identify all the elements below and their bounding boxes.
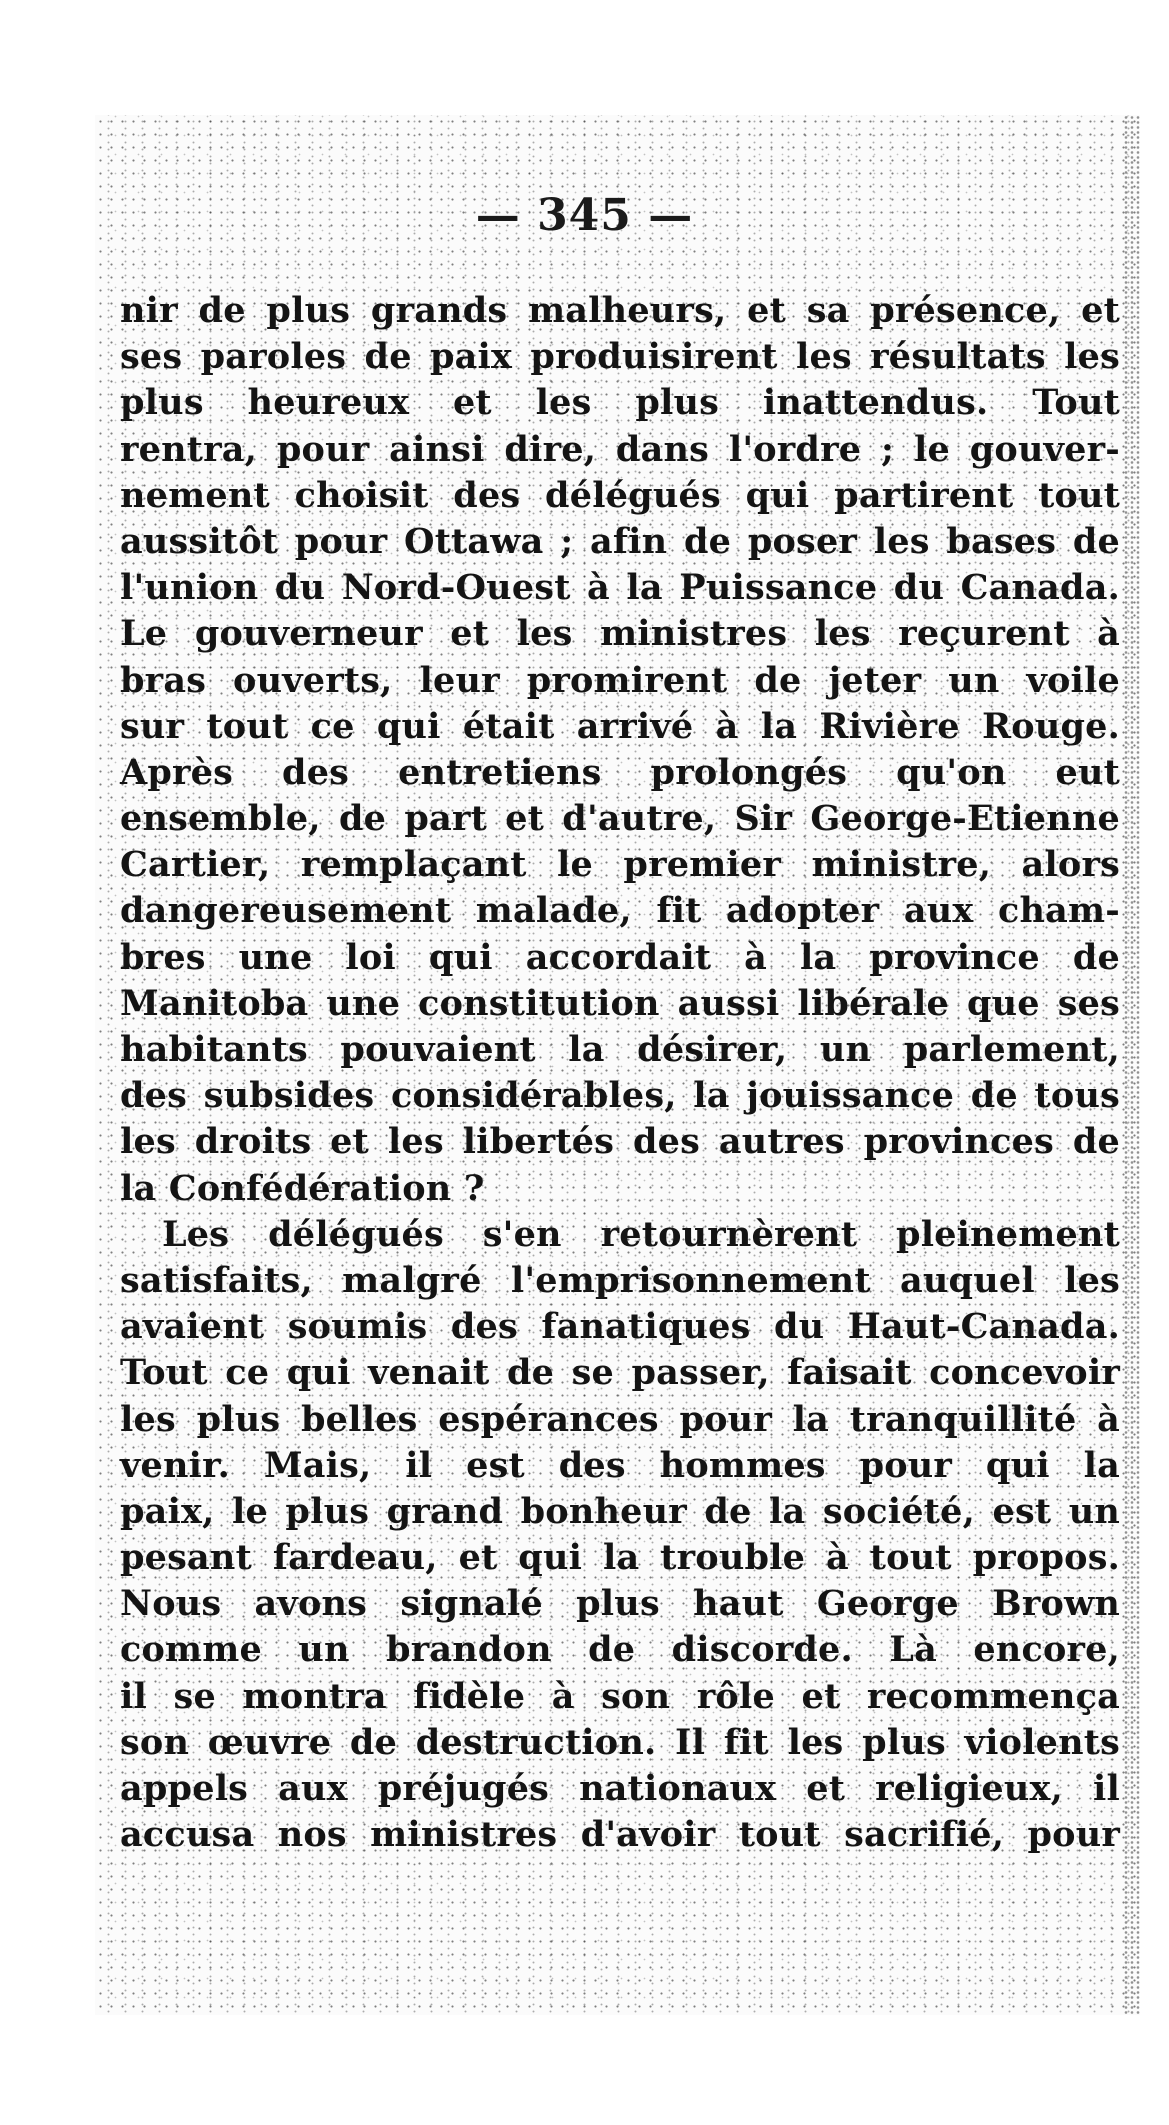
text-line: dangereusement malade, fit adopter aux cham-	[120, 890, 1120, 932]
text-line: les droits et les libertés des autres provinces de	[120, 1121, 1120, 1163]
text-line: Le gouverneur et les ministres les reçurent à	[120, 613, 1120, 655]
text-line: habitants pouvaient la désirer, un parlement,	[120, 1029, 1120, 1070]
page-number: — 345 —	[475, 190, 694, 241]
text-line: avaient soumis des fanatiques du Haut-Canada.	[120, 1306, 1120, 1348]
body-text	[120, 288, 1120, 1858]
paragraph-end-line: la Confédération ?	[120, 1167, 485, 1209]
text-line: son œuvre de destruction. Il fit les plus violents	[120, 1721, 1120, 1763]
text-line: ensemble, de part et d'autre, Sir George-Etienne	[120, 798, 1120, 840]
text-line: paix, le plus grand bonheur de la société, est un	[120, 1490, 1120, 1532]
text-line: sur tout ce qui était arrivé à la Rivière Rouge.	[120, 705, 1120, 747]
text-line: Manitoba une constitution aussi libérale que ses	[120, 982, 1120, 1024]
text-line: aussitôt pour Ottawa ; afin de poser les bases de	[120, 520, 1120, 562]
text-line: plus heureux et les plus inattendus. Tout	[120, 382, 1120, 424]
text-line: pesant fardeau, et qui la trouble à tout propos.	[120, 1537, 1120, 1579]
text-line: bras ouverts, leur promirent de jeter un voile	[120, 659, 1120, 701]
text-line: des subsides considérables, la jouissance de tous	[120, 1075, 1120, 1117]
text-line: bres une loi qui accordait à la province de	[120, 936, 1120, 978]
text-line: rentra, pour ainsi dire, dans l'ordre ; le gouver-	[120, 428, 1120, 470]
text-line: l'union du Nord-Ouest à la Puissance du Canada.	[120, 567, 1120, 609]
text-line: nir de plus grands malheurs, et sa présence, et	[120, 290, 1120, 331]
text-line: comme un brandon de discorde. Là encore,	[120, 1629, 1120, 1671]
text-line: venir. Mais, il est des hommes pour qui la	[120, 1444, 1120, 1486]
text-line: accusa nos ministres d'avoir tout sacrifié, pour	[120, 1814, 1120, 1856]
text-line: Après des entretiens prolongés qu'on eut	[120, 751, 1120, 793]
text-line: les plus belles espérances pour la tranquillité à	[120, 1398, 1120, 1440]
text-line: Tout ce qui venait de se passer, faisait concevoir	[120, 1352, 1120, 1394]
text-line: Cartier, remplaçant le premier ministre, alors	[120, 844, 1120, 886]
scan-right-edge	[1123, 115, 1141, 2015]
text-line: nement choisit des délégués qui partirent tout	[120, 474, 1120, 516]
text-line: ses paroles de paix produisirent les résultats les	[120, 336, 1120, 378]
text-line: appels aux préjugés nationaux et religieux, il	[120, 1768, 1120, 1809]
text-line: Nous avons signalé plus haut George Brown	[120, 1583, 1120, 1625]
text-line: il se montra fidèle à son rôle et recommença	[120, 1675, 1120, 1717]
paragraph-start-line: Les délégués s'en retournèrent pleinement	[162, 1213, 1120, 1255]
text-line: satisfaits, malgré l'emprisonnement auquel les	[120, 1259, 1120, 1301]
